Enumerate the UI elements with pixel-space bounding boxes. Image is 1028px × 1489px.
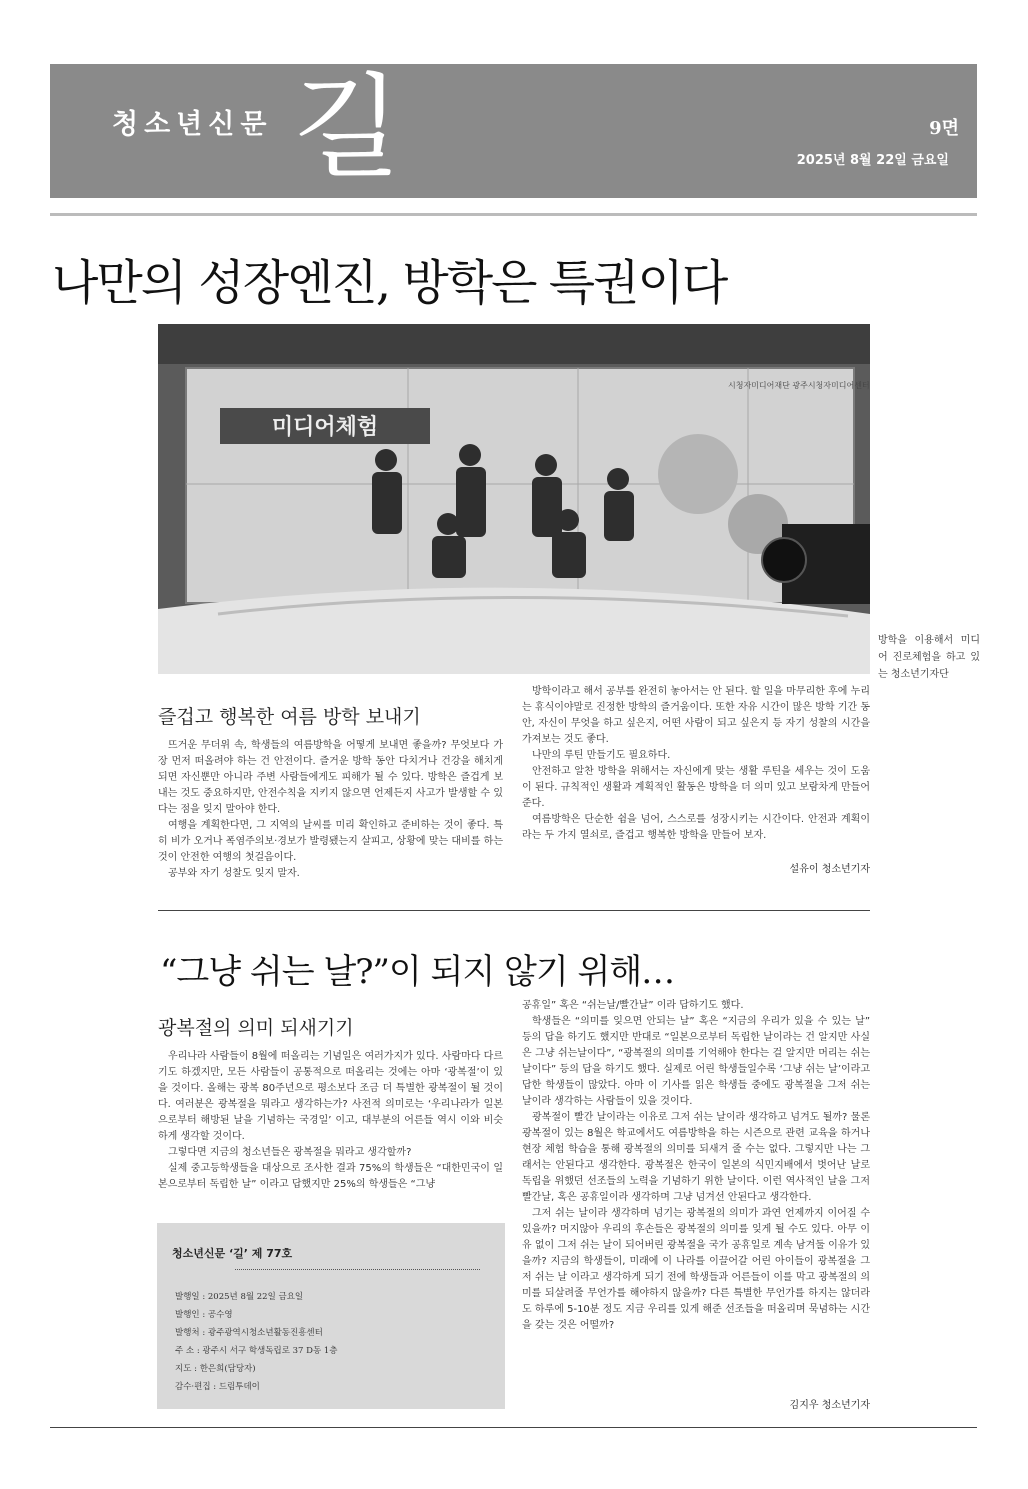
article1-photo (158, 324, 870, 674)
publication-info-box (157, 1223, 505, 1409)
center-logo-text: 시청자미디어재단 광주시청자미디어센터 (728, 381, 870, 390)
info-row: 주 소 : 광주시 서구 학생독립로 37 D동 1층 (175, 1346, 338, 1356)
top-divider (50, 213, 977, 216)
paragraph: 공부와 자기 성찰도 잊지 말자. (168, 868, 300, 879)
paragraph: 나만의 루틴 만들기도 필요하다. (532, 750, 671, 761)
sign-text: 미디어체험 (271, 415, 379, 440)
article1-subhead: 즐겁고 행복한 여름 방학 보내기 (158, 706, 421, 728)
bottom-divider (50, 1427, 977, 1428)
paragraph: 광복절이 빨간 날이라는 이유로 그저 쉬는 날이라 생각하고 넘겨도 될까? 물론 광복절이 있는 8월은 학교에서도 여름방학을 하는 시즌으로 관련 교육을 하거나 현장 체험 학습을 통해 광복절의 의미를 되새겨 줄 수는 없다. 그렇지만 나는 그래서는 안된다고 생각한다. 광복절은 한국이 일본의 식민지배에서 벗어난 날로 독립을 위했던 선조들의 노력을 기념하기 위한 날이다. 이런 역사적인 날을 그저 빨간날, 혹은 공휴일이라 생각하며 그냥 넘겨선 안된다고 생각한다. (522, 1112, 870, 1203)
article-divider (158, 910, 870, 911)
issue-date: 2025년 8월 22일 금요일 (796, 153, 949, 168)
paragraph: 우리나라 사람들이 8월에 떠올리는 기념일은 여러가지가 있다. 사람마다 다르기도 하겠지만, 모든 사람들이 공통적으로 떠올리는 것에는 아마 ‘광복절’이 있을 것이다. 올해는 광복 80주년으로 평소보다 조금 더 특별한 광복절이 될 것이다. 여러분은 광복절을 뭐라고 생각하는가? 사전적 의미로는 ‘우리나라가 일본으로부터 해방된 날을 기념하는 국경일’ 이고, 대부분의 어른들 역시 이와 비슷하게 생각할 것이다. (158, 1051, 503, 1142)
photo-illustration (158, 324, 870, 674)
dotted-divider (235, 1269, 480, 1270)
article2-headline: “그냥 쉬는 날?”이 되지 않기 위해… (160, 952, 675, 992)
paragraph: 여행을 계획한다면, 그 지역의 날씨를 미리 확인하고 준비하는 것이 좋다. 특히 비가 오거나 폭염주의보·경보가 발령됐는지 살피고, 상황에 맞는 대비를 하는 것이 안전한 여행의 첫걸음이다. (158, 820, 503, 863)
article1-column1 (158, 738, 503, 882)
info-row: 발행처 : 광주광역시청소년활동진흥센터 (175, 1328, 323, 1338)
paragraph: 방학이라고 해서 공부를 완전히 놓아서는 안 된다. 할 일을 마무리한 후에 누리는 휴식이야말로 진정한 방학의 즐거움이다. 또한 자유 시간이 많은 방학 기간 동안, 자신이 무엇을 하고 싶은지, 어떤 사람이 되고 싶은지 등 자기 성찰의 시간을 가져보는 것도 좋다. (522, 686, 870, 745)
paragraph: 그렇다면 지금의 청소년들은 광복절을 뭐라고 생각할까? (168, 1147, 412, 1158)
photo-caption: 방학을 이용해서 미디어 진로체험을 하고 있는 청소년기자단 (878, 635, 980, 680)
masthead (50, 64, 977, 198)
paragraph: 학생들은 “의미를 잊으면 안되는 날” 혹은 “지금의 우리가 있을 수 있는 날” 등의 답을 하기도 했지만 반대로 “일본으로부터 독립한 날이라는 건 알지만 사실은 그냥 쉬는날이다”, “광복절의 의미를 기억해야 한다는 걸 알지만 머리는 쉬는 날이다” 등의 답을 하기도 했다. 실제로 어린 학생들일수록 ‘그냥 쉬는 날’이라고 답한 학생들이 많았다. 아마 이 기사를 읽은 학생들 중에도 광복절을 그저 쉬는 날이라 생각하는 사람들이 있을 것이다. (522, 1016, 870, 1107)
newspaper-logo: 길 (293, 63, 402, 193)
info-row: 감수·편집 : 드림투데이 (175, 1382, 260, 1392)
page-number: 9면 (929, 118, 959, 139)
info-box-title: 청소년신문 ‘길’ 제 77호 (172, 1247, 293, 1260)
article2-byline: 김지우 청소년기자 (789, 1400, 870, 1411)
paragraph: 실제 중고등학생들을 대상으로 조사한 결과 75%의 학생들은 “대한민국이 일본으로부터 독립한 날” 이라고 답했지만 25%의 학생들은 “그냥 (158, 1163, 503, 1190)
paragraph: 공휴일” 혹은 “쉬는날/빨간날” 이라 답하기도 했다. (522, 1000, 744, 1011)
paragraph: 여름방학은 단순한 쉼을 넘어, 스스로를 성장시키는 시간이다. 안전과 계획이라는 두 가지 열쇠로, 즐겁고 행복한 방학을 만들어 보자. (522, 814, 870, 841)
article1-column2 (522, 684, 870, 844)
article2-subhead: 광복절의 의미 되새기기 (158, 1017, 354, 1039)
article2-column2 (522, 998, 870, 1334)
paragraph: 그저 쉬는 날이라 생각하며 넘기는 광복절의 의미가 과연 언제까지 이어질 수 있을까? 머지않아 우리의 후손들은 광복절의 의미를 잊게 될 수도 있다. 아무 이유 없이 그저 쉬는 날이 되어버린 광복절을 국가 공휴일로 계속 남겨둘 이유가 있을까? 지금의 학생들이, 미래에 이 나라를 이끌어갈 어린 아이들이 광복절을 그저 쉬는 날 이라고 생각하게 되기 전에 학생들과 어른들이 이를 막고 광복절의 의미를 되살려줄 무언가를 해야하지 않을까? 다른 특별한 무언가를 하지는 않더라도 하루에 5-10분 정도 지금 우리를 있게 해준 선조들을 떠올리며 묵념하는 시간을 갖는 것은 어떨까? (522, 1208, 870, 1331)
article1-byline: 설유이 청소년기자 (789, 864, 870, 875)
paragraph: 안전하고 알찬 방학을 위해서는 자신에게 맞는 생활 루틴을 세우는 것이 도움이 된다. 규칙적인 생활과 계획적인 활동은 방학을 더 의미 있고 보람차게 만들어 준다. (522, 766, 870, 809)
info-row: 발행인 : 공수영 (175, 1310, 233, 1320)
newspaper-name: 청소년신문 (112, 109, 273, 140)
info-box-list (175, 1288, 337, 1396)
info-row: 지도 : 한은희(담당자) (175, 1364, 256, 1374)
article2-column1 (158, 1049, 503, 1193)
info-row: 발행일 : 2025년 8월 22일 금요일 (175, 1292, 304, 1302)
paragraph: 뜨거운 무더위 속, 학생들의 여름방학을 어떻게 보내면 좋을까? 무엇보다 가장 먼저 떠올려야 하는 건 안전이다. 즐거운 방학 동안 다치거나 건강을 해치게 되면 자신뿐만 아니라 주변 사람들에게도 피해가 될 수 있다. 방학은 즐겁게 보내는 것도 중요하지만, 안전수칙을 지키지 않으면 언제든지 사고가 발생할 수 있다는 점을 잊지 말아야 한다. (158, 740, 503, 815)
article1-headline: 나만의 성장엔진, 방학은 특권이다 (52, 255, 727, 311)
